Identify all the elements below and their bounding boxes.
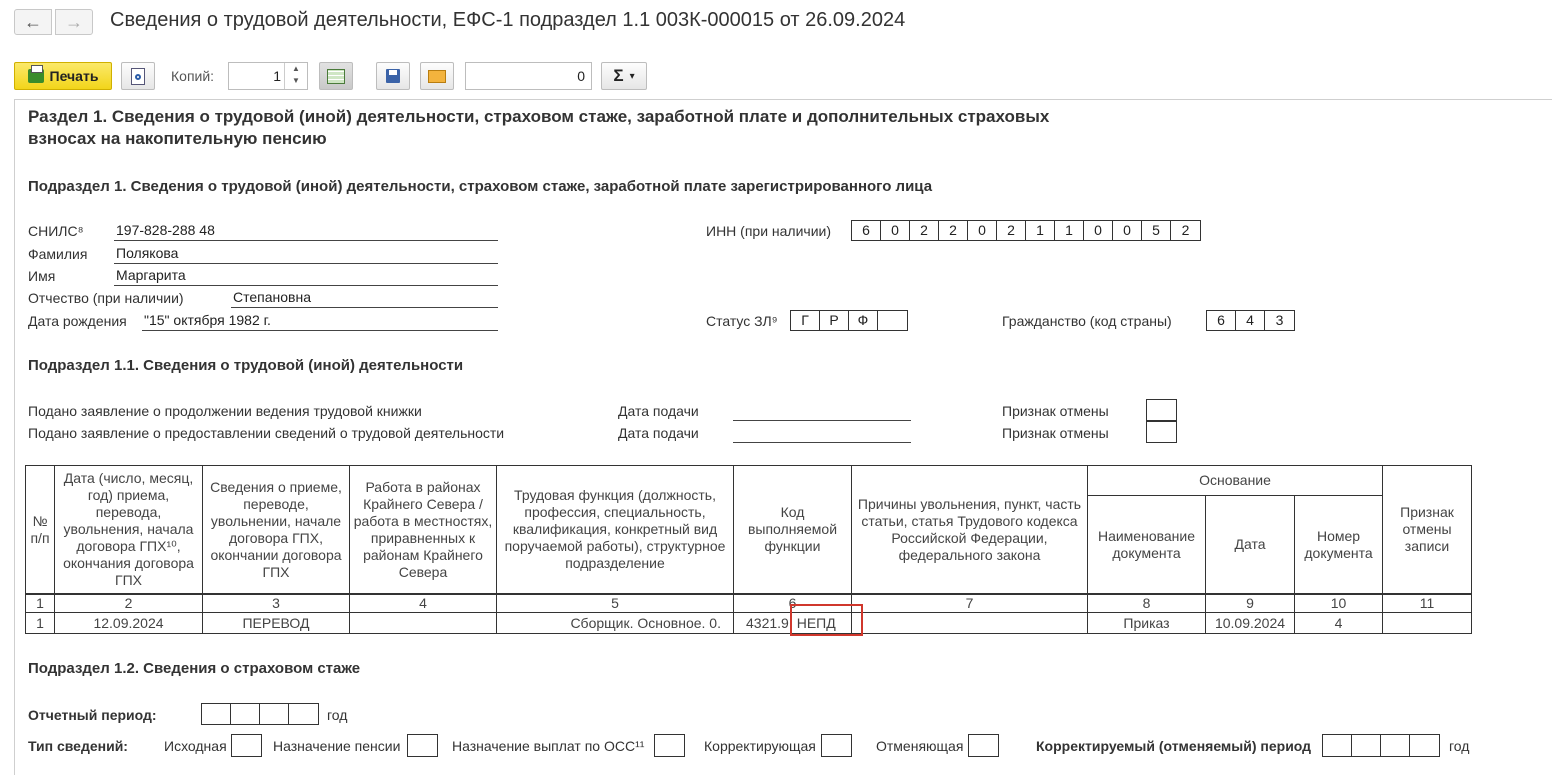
year-cell: [202, 704, 231, 724]
table-row[interactable]: [26, 613, 1472, 634]
sum-value: 0: [577, 68, 585, 84]
col-number: 2: [55, 594, 203, 613]
snils-value: 197-828-288 48: [114, 222, 498, 241]
header-date: Дата (число, месяц, год) приема, перевода, увольнения, начала договора ГПХ¹⁰, окончания договора ГПХ: [55, 466, 203, 595]
cell-north[interactable]: [350, 613, 497, 634]
header-doc-date: Дата: [1206, 496, 1295, 594]
header-num: № п/п: [26, 466, 55, 595]
col-number: 7: [852, 594, 1088, 613]
period-year-cells: [201, 703, 319, 725]
type-initial-label: Исходная: [164, 738, 227, 754]
status-label: Статус ЗЛ⁹: [706, 313, 778, 329]
inn-digit: 2: [997, 221, 1026, 240]
inn-digit: 2: [939, 221, 968, 240]
cell-event[interactable]: ПЕРЕВОД: [203, 613, 350, 634]
subsection11-title: Подраздел 1.1. Сведения о трудовой (иной) деятельности: [28, 357, 464, 374]
submit-date-line: [733, 420, 911, 421]
sum-mode-button[interactable]: [601, 62, 647, 90]
period-label: Отчетный период:: [28, 707, 157, 723]
type-correcting-label: Корректирующая: [704, 738, 816, 754]
year-label: год: [327, 707, 348, 723]
citizenship-cell: 3: [1275, 312, 1284, 328]
status-cell: Ф: [849, 311, 878, 330]
subsection12-title: Подраздел 1.2. Сведения о страховом стаже: [28, 660, 361, 677]
citizenship-cells: [1206, 310, 1295, 331]
printer-icon: [28, 69, 44, 83]
header-north: Работа в районах Крайнего Севера / работа в местностях, приравненных к районам Крайнего Севера: [350, 466, 497, 595]
send-email-button[interactable]: [420, 62, 454, 90]
inn-digit: 2: [1181, 222, 1190, 238]
year-cell: [1381, 735, 1410, 756]
code-value: 4321.9: [746, 614, 789, 631]
submit-date-label: Дата подачи: [618, 425, 699, 441]
citizenship-cell: 4: [1236, 311, 1265, 330]
inn-digit: 5: [1142, 221, 1171, 240]
col-number: 5: [497, 594, 734, 613]
col-number: 1: [26, 594, 55, 613]
header-doc-num: Номер документа: [1295, 496, 1383, 594]
cell-num[interactable]: 1: [26, 613, 55, 634]
submit-date-line: [733, 442, 911, 443]
surname-value: Полякова: [114, 245, 498, 264]
status-cell: [878, 311, 907, 330]
type-cancelling-label: Отменяющая: [876, 738, 964, 754]
table-edit-icon: [327, 69, 345, 84]
cancel-sign-label: Признак отмены: [1002, 403, 1109, 419]
year-cell: [1323, 735, 1352, 756]
header-cancel: Признак отмены записи: [1383, 466, 1472, 595]
arrow-left-icon: ←: [24, 11, 42, 32]
section-title-line2: взносах на накопительную пенсию: [28, 129, 327, 148]
corrected-period-label: Корректируемый (отменяемый) период: [1036, 738, 1312, 754]
edit-table-button[interactable]: [319, 62, 353, 90]
patronymic-value: Степановна: [231, 289, 498, 308]
inn-digit: 0: [881, 221, 910, 240]
submit-date-label: Дата подачи: [618, 403, 699, 419]
inn-digit: 0: [968, 221, 997, 240]
activity-table: [25, 465, 1472, 634]
name-label: Имя: [28, 268, 56, 284]
type-oss-box[interactable]: [654, 734, 685, 757]
copies-input[interactable]: [228, 62, 308, 90]
inn-digit: 0: [1084, 221, 1113, 240]
cell-date[interactable]: 12.09.2024: [55, 613, 203, 634]
envelope-icon: [428, 70, 446, 83]
cell-doc-num[interactable]: 4: [1295, 613, 1383, 634]
cell-cancel[interactable]: [1383, 613, 1472, 634]
inn-digit: 2: [910, 221, 939, 240]
inn-digit: 1: [1055, 221, 1084, 240]
type-oss-label: Назначение выплат по ОСС¹¹: [452, 738, 645, 754]
code-extra: НЕПД: [796, 614, 836, 631]
type-cancelling-box[interactable]: [968, 734, 999, 757]
forward-button[interactable]: [55, 9, 93, 35]
status-cell: Г: [791, 311, 820, 330]
print-label: Печать: [49, 68, 99, 84]
year-cell: [231, 704, 260, 724]
section-title-line1: Раздел 1. Сведения о трудовой (иной) деятельности, страховом стаже, заработной плате и дополнительных страховых: [28, 107, 1050, 126]
header-basis: Основание: [1088, 466, 1383, 496]
save-button[interactable]: [376, 62, 410, 90]
floppy-icon: [386, 69, 400, 83]
status-cells: [790, 310, 908, 331]
col-number: 10: [1295, 594, 1383, 613]
year-cell: [1352, 735, 1381, 756]
year-cell: [289, 704, 318, 724]
print-button[interactable]: [14, 62, 112, 90]
type-initial-box[interactable]: [231, 734, 262, 757]
patronymic-label: Отчество (при наличии): [28, 290, 184, 306]
surname-label: Фамилия: [28, 246, 88, 262]
type-label: Тип сведений:: [28, 738, 128, 754]
inn-label: ИНН (при наличии): [706, 223, 832, 239]
name-value: Маргарита: [114, 267, 498, 286]
cell-reasons[interactable]: [852, 613, 1088, 634]
subsection1-title: Подраздел 1. Сведения о трудовой (иной) деятельности, страховом стаже, заработной плате зарегистрированного лица: [28, 178, 933, 195]
type-pension-box[interactable]: [407, 734, 438, 757]
col-number: 6: [734, 594, 852, 613]
header-reasons: Причины увольнения, пункт, часть статьи, статья Трудового кодекса Российской Федерации, федерального закона: [852, 466, 1088, 595]
section-title: [28, 106, 1049, 150]
citizenship-label: Гражданство (код страны): [1002, 313, 1172, 329]
birth-value: "15" октября 1982 г.: [142, 312, 498, 331]
col-number: 9: [1206, 594, 1295, 613]
col-number: 3: [203, 594, 350, 613]
inn-digit: 0: [1113, 221, 1142, 240]
sigma-icon: Σ: [613, 66, 624, 85]
header-code: Код выполняемой функции: [734, 466, 852, 595]
window-title: Сведения о трудовой деятельности, ЕФС-1 подраздел 1.1 003К-000015 от 26.09.2024: [110, 9, 906, 31]
cell-doc-name[interactable]: Приказ: [1088, 613, 1206, 634]
type-pension-label: Назначение пенсии: [273, 738, 401, 754]
col-number: 11: [1383, 594, 1472, 613]
year-cell: [1410, 735, 1439, 756]
back-button[interactable]: [14, 9, 52, 35]
copies-stepper[interactable]: ▲ ▼: [284, 63, 307, 89]
col-number: 8: [1088, 594, 1206, 613]
highlight-frame: [790, 604, 863, 636]
cancel-sign-label: Признак отмены: [1002, 425, 1109, 441]
year-cell: [260, 704, 289, 724]
cell-doc-date[interactable]: 10.09.2024: [1206, 613, 1295, 634]
header-function: Трудовая функция (должность, профессия, специальность, квалификация, конкретный вид поручаемой работы), структурное подразделение: [497, 466, 734, 595]
type-correcting-box[interactable]: [821, 734, 852, 757]
inn-digit: 6: [852, 221, 881, 240]
cell-function[interactable]: Сборщик. Основное. 0.: [497, 613, 734, 634]
citizenship-cell: 6: [1207, 311, 1236, 330]
snils-label: СНИЛС⁸: [28, 223, 84, 239]
preview-button[interactable]: [121, 62, 155, 90]
application-line2: Подано заявление о предоставлении сведений о трудовой деятельности: [28, 425, 505, 441]
corrected-year-cells: [1322, 734, 1440, 757]
header-doc-name: Наименование документа: [1088, 496, 1206, 594]
year-label-2: год: [1449, 738, 1470, 754]
arrow-right-icon: →: [65, 11, 83, 32]
application-line1: Подано заявление о продолжении ведения трудовой книжки: [28, 403, 422, 419]
copies-label: Копий:: [171, 68, 215, 84]
inn-cells: [851, 220, 1201, 241]
col-number: 4: [350, 594, 497, 613]
magnifier-page-icon: [131, 68, 145, 85]
inn-digit: 1: [1026, 221, 1055, 240]
chevron-down-icon: ▾: [629, 70, 635, 82]
copies-value: 1: [273, 68, 281, 84]
cancel-sign-box: [1146, 421, 1177, 443]
sum-field[interactable]: [465, 62, 592, 90]
header-event: Сведения о приеме, переводе, увольнении, начале договора ГПХ, окончании договора ГПХ: [203, 466, 350, 595]
cancel-sign-box: [1146, 399, 1177, 421]
birth-label: Дата рождения: [28, 313, 127, 329]
status-cell: Р: [820, 311, 849, 330]
